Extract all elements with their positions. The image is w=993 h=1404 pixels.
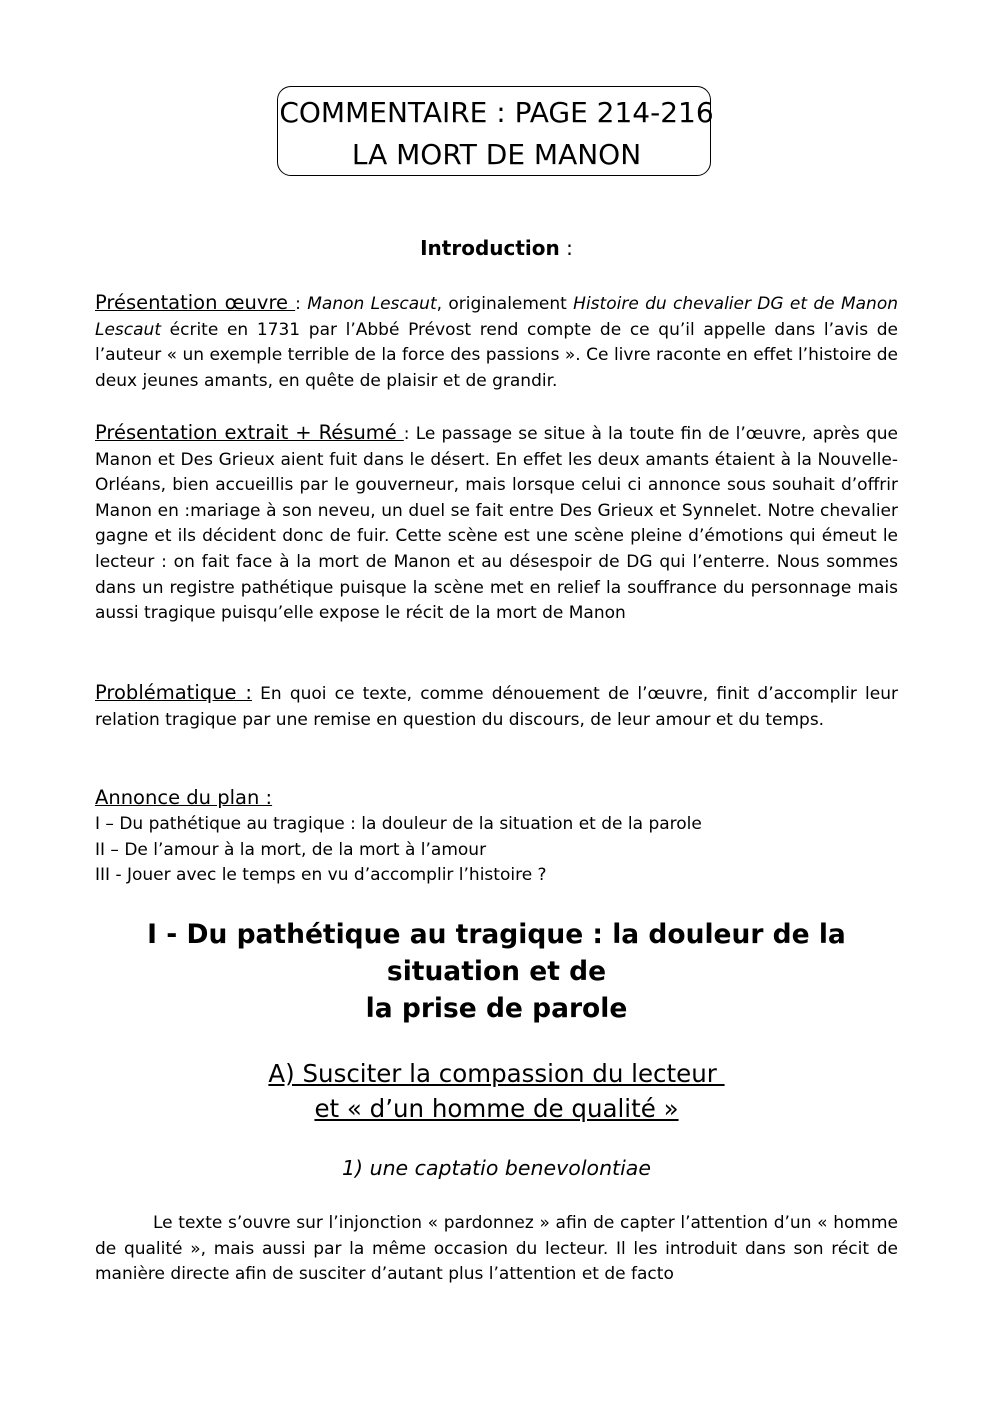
plan-item-3: III - Jouer avec le temps en vu d’accomplir l’histoire ? <box>95 865 547 886</box>
problematique-paragraph <box>95 680 898 733</box>
plan-label: Annonce du plan : <box>95 786 273 809</box>
subsection-a-heading <box>0 1056 993 1126</box>
problematique-text: En quoi ce texte, comme dénouement de l’œuvre, finit d’accomplir leur relation tragique par une remise en question du discours, de leur amour et du temps. <box>95 684 898 730</box>
problematique-label: Problématique : <box>95 681 252 704</box>
plan-item-1: I – Du pathétique au tragique : la douleur de la situation et de la parole <box>95 814 702 834</box>
subsection-a-heading-line-2: et « d’un homme de qualité » <box>314 1094 679 1123</box>
body-paragraph: Le texte s’ouvre sur l’injonction « pardonnez » afin de capter l’attention d’un « homme de qualité », mais aussi par la même occasion du lecteur. Il les introduit dans son récit de manière directe afin de susciter d’autant plus l’attention et de facto <box>95 1213 898 1285</box>
presentation-extrait-label: Présentation extrait + Résumé <box>95 421 404 444</box>
presentation-oeuvre-text-2: écrite en 1731 par l’Abbé Prévost rend compte de ce qu’il appelle dans l’avis de l’auteur « un exemple terrible de la force des passions ». Ce livre raconte en effet l’histoire de deux jeunes amants, en quête de plaisir et de grandir. <box>95 319 898 391</box>
presentation-oeuvre-separator: : <box>295 294 308 314</box>
introduction-heading <box>0 236 993 260</box>
section-1-heading-line-2: situation et de <box>386 956 607 987</box>
presentation-oeuvre-label: Présentation œuvre <box>95 291 296 314</box>
presentation-oeuvre-paragraph <box>95 290 898 394</box>
work-title-histoire: Histoire du chevalier DG et de Manon Lescaut <box>95 294 899 340</box>
work-title-manon-lescaut: Manon Lescaut <box>307 294 437 314</box>
presentation-extrait-text: Le passage se situe à la toute fin de l’œuvre, après que Manon et Des Grieux aient fuit dans le désert. En effet les deux amants étaient à la Nouvelle-Orléans, bien accueillis par le gouverneur, mais lorsque celui ci annonce sous souhait d’offrir Manon en :mariage à son neveu, un duel se fait entre Des Grieux et Synnelet. Notre chevalier gagne et ils décident donc de fuir. Cette scène est une scène pleine d’émotions qui émeut le lecteur : on fait face à la mort de Manon et au désespoir de DG qui l’enterre. Nous sommes dans un registre pathétique puisque la scène met en relief la souffrance du personnage mais aussi tragique puisqu’elle expose le récit de la mort de Manon <box>95 424 898 624</box>
section-1-heading-line-3: la prise de parole <box>365 993 628 1024</box>
plan-section <box>95 784 898 889</box>
presentation-oeuvre-text-1: , originalement <box>436 294 574 314</box>
presentation-extrait-paragraph <box>95 420 898 627</box>
document-subtitle: LA MORT DE MANON <box>351 138 642 171</box>
subsubsection-1-heading: 1) une captatio benevolontiae <box>342 1156 651 1180</box>
section-1-heading <box>95 916 898 1027</box>
plan-item-2: II – De l’amour à la mort, de la mort à l’amour <box>95 839 487 860</box>
introduction-label: Introduction <box>420 236 560 260</box>
subsection-a-heading-line-1: A) Susciter la compassion du lecteur <box>268 1059 725 1088</box>
presentation-extrait-separator: : <box>403 424 416 444</box>
section-1-heading-line-1: I - Du pathétique au tragique : la douleur de la <box>147 919 846 950</box>
introduction-colon: : <box>559 236 573 260</box>
document-title: COMMENTAIRE : PAGE 214-216 <box>279 96 714 129</box>
